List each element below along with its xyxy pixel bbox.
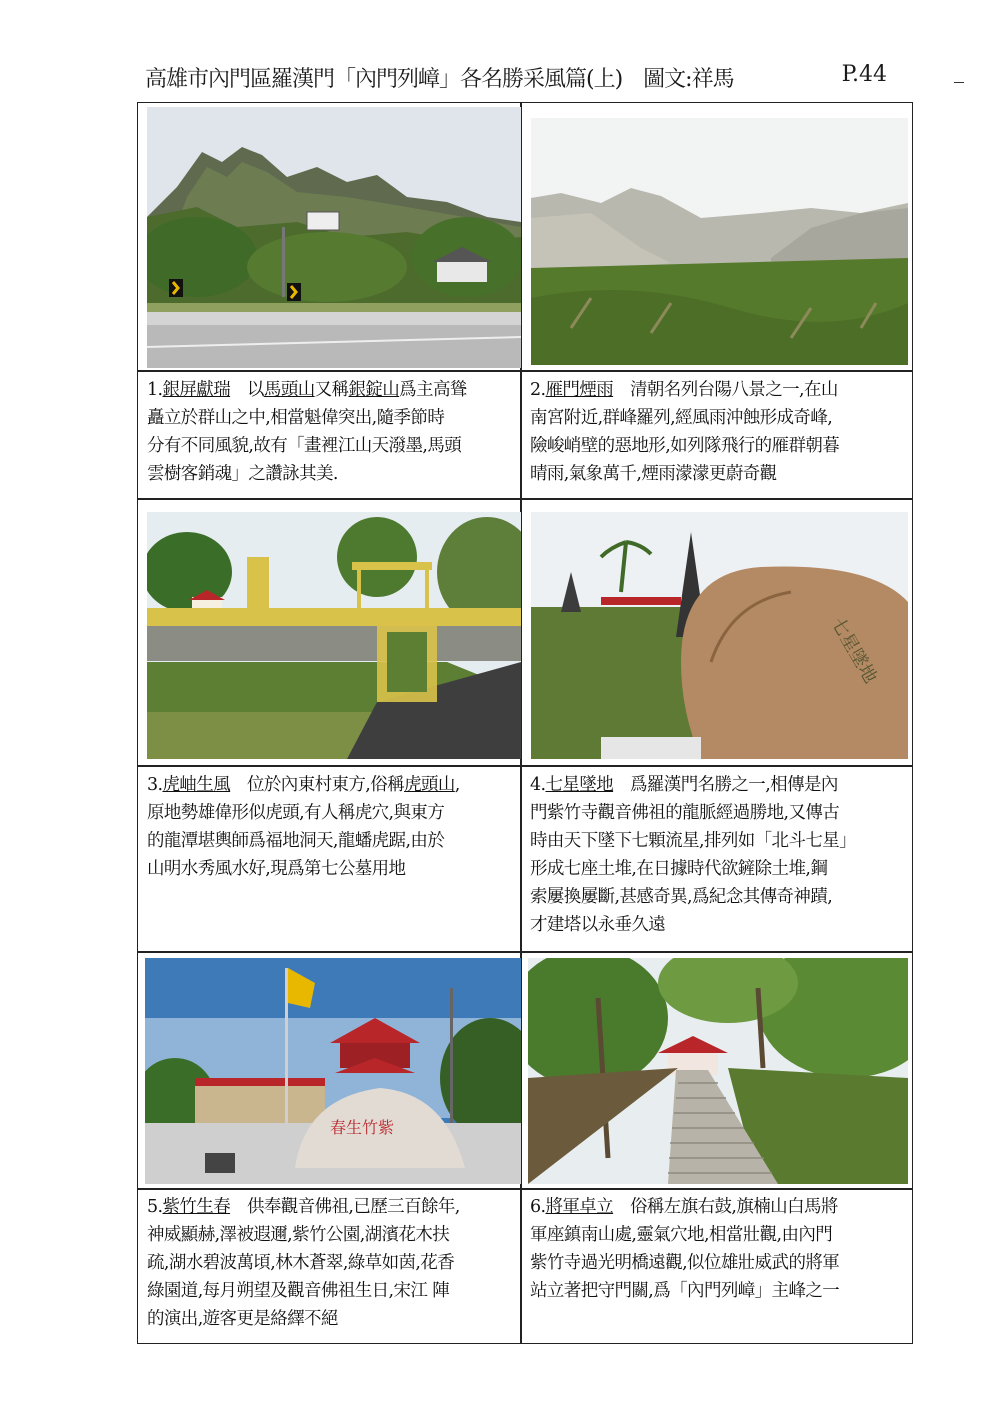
caption-text xyxy=(147,771,517,883)
caption-line xyxy=(530,1193,910,1221)
caption-fragment: 時由天下墜下七顆流星,排列如「北斗七星」 xyxy=(530,831,857,851)
caption-fragment: 山明水秀風水好,現爲第七公墓用地 xyxy=(147,859,406,879)
caption-line xyxy=(530,827,910,855)
caption-line xyxy=(530,432,910,460)
grid-divider xyxy=(137,765,913,767)
caption-fragment: 才建塔以永垂久遠 xyxy=(530,915,666,935)
caption-fragment: 軍座鎮南山處,靈氣穴地,相當壯觀,由內門 xyxy=(530,1225,833,1245)
caption-line xyxy=(147,1193,517,1221)
caption-line xyxy=(530,911,910,939)
seven-star-stupa-photo xyxy=(531,512,908,759)
caption-text xyxy=(530,1193,910,1305)
caption-line xyxy=(530,460,910,488)
caption-line xyxy=(530,855,910,883)
caption-fragment: 站立著把守門關,爲「內門列嶂」主峰之一 xyxy=(530,1281,840,1301)
grid-divider xyxy=(137,1188,913,1190)
place-name: 銀錠山 xyxy=(348,380,400,400)
grid-divider xyxy=(137,951,913,953)
caption-fragment: 俗稱左旗右鼓,旗楠山白馬將 xyxy=(613,1197,838,1217)
caption-fragment: 爲羅漢門名勝之一,相傳是內 xyxy=(613,775,838,795)
grid-divider xyxy=(137,498,913,500)
entry-number: 1. xyxy=(147,380,163,400)
caption-5 xyxy=(147,1193,517,1333)
caption-line xyxy=(530,1221,910,1249)
caption-fragment: , xyxy=(454,775,460,795)
scenic-spot-name: 將軍卓立 xyxy=(545,1197,614,1217)
caption-line xyxy=(147,1221,517,1249)
caption-fragment: 神威顯赫,澤被遐邇,紫竹公園,湖濱花木扶 xyxy=(147,1225,450,1245)
caption-fragment: 的演出,遊客更是絡繹不絕 xyxy=(147,1309,338,1329)
caption-line xyxy=(147,404,517,432)
caption-3 xyxy=(147,771,517,883)
page-title: 高雄市內門區羅漢門「內門列嶂」各名勝采風篇(上) 圖文:祥馬 xyxy=(145,67,734,92)
caption-fragment: 南宮附近,群峰羅列,經風雨沖蝕形成奇峰, xyxy=(530,408,833,428)
caption-fragment: 晴雨,氣象萬千,煙雨濛濛更蔚奇觀 xyxy=(530,464,777,484)
margin-mark xyxy=(954,82,964,83)
caption-fragment: 供奉觀音佛祖,已歷三百餘年, xyxy=(230,1197,460,1217)
caption-line xyxy=(530,1249,910,1277)
caption-2 xyxy=(530,376,910,488)
caption-fragment: 綠園道,每月朔望及觀音佛祖生日,宋江 陣 xyxy=(147,1281,450,1301)
entry-number: 5. xyxy=(147,1197,163,1217)
caption-line xyxy=(147,376,517,404)
entry-number: 6. xyxy=(530,1197,546,1217)
rock-inscription-zizhu: 春生竹紫 xyxy=(330,1118,395,1137)
caption-fragment: 又稱 xyxy=(314,380,349,400)
mountain-road-photo xyxy=(147,107,521,368)
caption-line xyxy=(147,460,517,488)
caption-line xyxy=(530,799,910,827)
entry-number: 2. xyxy=(530,380,546,400)
caption-fragment: 位於內東村東方,俗稱 xyxy=(230,775,405,795)
caption-line xyxy=(530,771,910,799)
hill-stair-pavilion-photo xyxy=(528,958,908,1184)
caption-line xyxy=(147,1249,517,1277)
caption-line xyxy=(530,883,910,911)
caption-line xyxy=(147,1277,517,1305)
caption-fragment: 險峻峭壁的惡地形,如列隊飛行的雁群朝暮 xyxy=(530,436,840,456)
scenic-spot-name: 七星墜地 xyxy=(545,775,614,795)
rock-inscription-seven-star: 七星墜地 xyxy=(826,614,881,687)
caption-1 xyxy=(147,376,517,488)
caption-4 xyxy=(530,771,910,939)
caption-6 xyxy=(530,1193,910,1305)
page-header xyxy=(145,56,905,96)
caption-line xyxy=(530,1277,910,1305)
badland-hills-photo xyxy=(531,118,908,365)
caption-fragment: 索屢換屢斷,甚感奇異,爲紀念其傳奇神蹟, xyxy=(530,887,833,907)
caption-line xyxy=(530,404,910,432)
zizhu-temple-park-photo xyxy=(145,958,521,1184)
caption-line xyxy=(147,771,517,799)
pond-pavilion-photo xyxy=(147,512,521,759)
caption-line xyxy=(147,432,517,460)
caption-text xyxy=(147,376,517,488)
caption-fragment: 矗立於群山之中,相當魁偉突出,隨季節時 xyxy=(147,408,445,428)
caption-line xyxy=(147,799,517,827)
caption-fragment: 清朝名列台陽八景之一,在山 xyxy=(613,380,838,400)
caption-fragment: 疏,湖水碧波萬頃,林木蒼翠,綠草如茵,花香 xyxy=(147,1253,455,1273)
caption-fragment: 以 xyxy=(230,380,264,400)
scenic-spot-name: 銀屏獻瑞 xyxy=(162,380,231,400)
caption-text xyxy=(530,771,910,939)
grid-divider xyxy=(137,370,913,372)
place-name: 馬頭山 xyxy=(263,380,315,400)
caption-fragment: 門紫竹寺觀音佛祖的龍脈經過勝地,又傳古 xyxy=(530,803,840,823)
caption-line xyxy=(147,827,517,855)
caption-fragment: 形成七座土堆,在日據時代欲鏟除土堆,鋼 xyxy=(530,859,828,879)
caption-fragment: 原地勢雄偉形似虎頭,有人稱虎穴,與東方 xyxy=(147,803,445,823)
caption-fragment: 紫竹寺過光明橋遠觀,似位雄壯威武的將軍 xyxy=(530,1253,840,1273)
caption-fragment: 分有不同風貌,故有「畫裡江山天潑墨,馬頭 xyxy=(147,436,462,456)
page-number: P.44 xyxy=(841,62,887,87)
caption-fragment: 的龍潭堪輿師爲福地洞天,龍蟠虎踞,由於 xyxy=(147,831,445,851)
entry-number: 4. xyxy=(530,775,546,795)
scenic-spot-name: 紫竹生春 xyxy=(162,1197,231,1217)
caption-fragment: 爲主高聳 xyxy=(399,380,467,400)
caption-text xyxy=(147,1193,517,1333)
caption-text xyxy=(530,376,910,488)
scenic-spot-name: 雁門煙雨 xyxy=(545,380,614,400)
entry-number: 3. xyxy=(147,775,163,795)
scenic-spot-name: 虎岫生風 xyxy=(162,775,231,795)
caption-line xyxy=(147,855,517,883)
caption-line xyxy=(147,1305,517,1333)
caption-fragment: 雲樹客銷魂」之讚詠其美. xyxy=(147,464,338,484)
caption-line xyxy=(530,376,910,404)
place-name: 虎頭山 xyxy=(404,775,455,795)
